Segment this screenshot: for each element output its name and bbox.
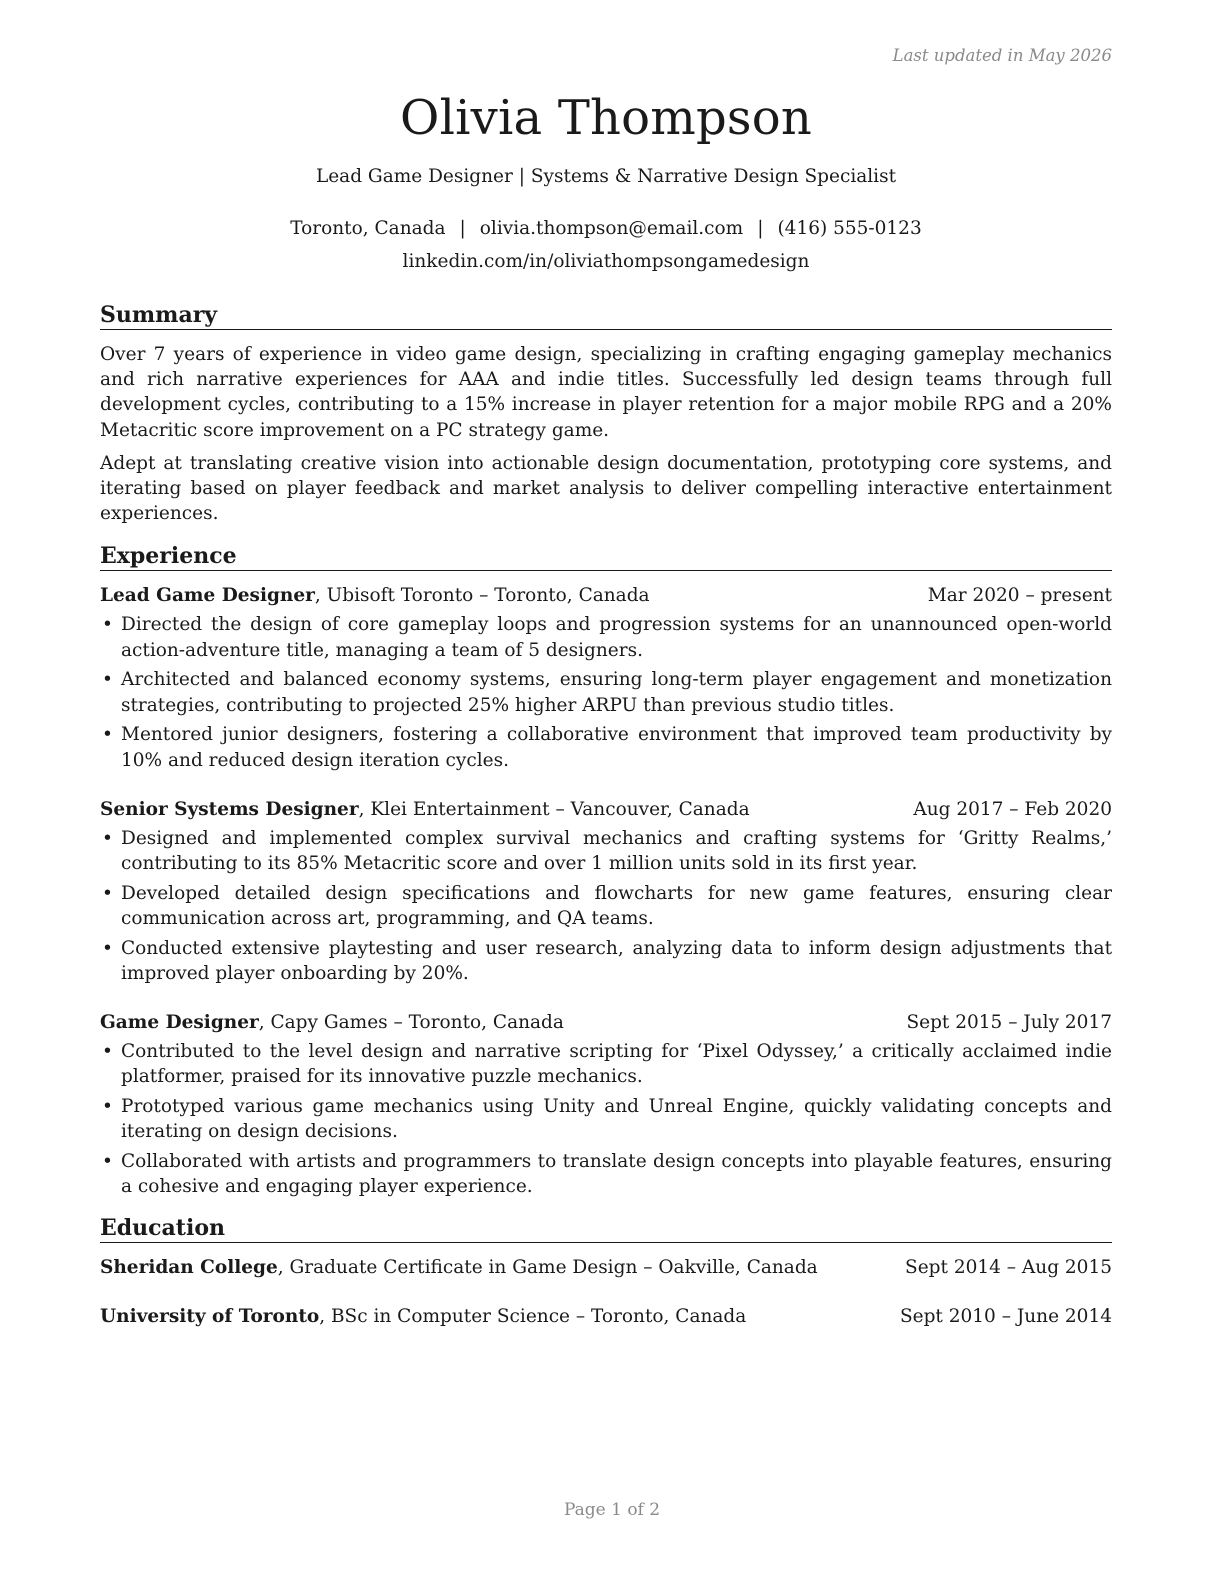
- experience-entry: [100, 1010, 1112, 1199]
- bullet-icon: •: [102, 882, 113, 904]
- bullet-item: [100, 936, 1112, 986]
- job-dates: Sept 2015 – July 2017: [906, 1012, 1112, 1034]
- contact-separator: |: [757, 218, 764, 239]
- section-title-experience: Experience: [100, 542, 1112, 571]
- page-footer: Page 1 of 2: [563, 1500, 661, 1520]
- job-org: , Klei Entertainment – Vancouver, Canada: [358, 798, 750, 820]
- section-title-education: Education: [100, 1214, 1112, 1243]
- email-link[interactable]: olivia.thompson@email.com: [479, 218, 744, 239]
- experience-section: [100, 542, 1112, 1199]
- entry-header: [100, 1010, 1112, 1036]
- entry-title: [100, 583, 650, 609]
- school-name: University of Toronto: [100, 1305, 320, 1327]
- bullet-text: Designed and implemented complex survival mechanics and crafting systems for ‘Gritty Realms,’ contributing to its 85% Metacritic score and over 1 million units sold in its first year.: [121, 827, 1112, 875]
- entry-header: [100, 583, 1112, 609]
- contact-line: [100, 216, 1112, 242]
- contact-separator: |: [459, 218, 466, 239]
- candidate-name: Olivia Thompson: [400, 90, 812, 146]
- education-entry: [100, 1304, 1112, 1330]
- last-updated-note: Last updated in May 2026: [892, 46, 1112, 65]
- linkedin-link[interactable]: linkedin.com/in/oliviathompsongamedesign: [402, 251, 810, 272]
- summary-paragraph: Over 7 years of experience in video game design, specializing in crafting engaging gameplay mechanics and rich narrative experiences for AAA and indie titles. Successfully led design teams through full development cycles, contributing to a 15% increase in player retention for a major mobile RPG and a 20% Metacritic score improvement on a PC strategy game.: [100, 344, 1112, 441]
- entry-title: [100, 1010, 564, 1036]
- bullet-icon: •: [102, 937, 113, 959]
- entry-title: [100, 1304, 746, 1330]
- bullet-icon: •: [102, 724, 113, 746]
- job-org: , Ubisoft Toronto – Toronto, Canada: [314, 585, 650, 607]
- entry-header: [100, 797, 1112, 823]
- degree-detail: , Graduate Certificate in Game Design – Oakville, Canada: [277, 1256, 818, 1278]
- bullet-text: Prototyped various game mechanics using Unity and Unreal Engine, quickly validating concepts and iterating on design decisions.: [121, 1096, 1112, 1143]
- job-role: Lead Game Designer: [100, 585, 315, 607]
- bullet-text: Developed detailed design specifications and flowcharts for new game features, ensuring clear communication across art, programming, and QA teams.: [121, 882, 1112, 930]
- bullet-item: [100, 1039, 1112, 1089]
- bullet-item: [100, 722, 1112, 772]
- bullet-icon: •: [102, 669, 113, 691]
- experience-entry: [100, 583, 1112, 772]
- bullet-icon: •: [102, 827, 113, 849]
- summary-section: [100, 301, 1112, 526]
- job-role: Senior Systems Designer: [100, 798, 359, 820]
- job-dates: Mar 2020 – present: [927, 585, 1112, 607]
- bullet-text: Directed the design of core gameplay loops and progression systems for an unannounced open-world action-adventure title, managing a team of 5 designers.: [121, 614, 1112, 661]
- linkedin-line: [100, 249, 1112, 275]
- job-org: , Capy Games – Toronto, Canada: [258, 1012, 564, 1034]
- bullet-text: Conducted extensive playtesting and user research, analyzing data to inform design adjustments that improved player onboarding by 20%.: [121, 937, 1112, 985]
- bullet-text: Contributed to the level design and narrative scripting for ‘Pixel Odyssey,’ a critically acclaimed indie platformer, praised for its innovative puzzle mechanics.: [121, 1041, 1112, 1088]
- experience-entry: [100, 797, 1112, 986]
- bullet-icon: •: [102, 614, 113, 636]
- education-dates: Sept 2014 – Aug 2015: [905, 1256, 1112, 1278]
- summary-paragraph: Adept at translating creative vision into actionable design documentation, prototyping core systems, and iterating based on player feedback and market analysis to deliver compelling interactive entertainment experiences.: [100, 452, 1112, 525]
- bullet-list: [100, 826, 1112, 986]
- bullet-icon: •: [102, 1151, 113, 1173]
- bullet-item: [100, 667, 1112, 717]
- bullet-text: Collaborated with artists and programmers to translate design concepts into playable features, ensuring a cohesive and engaging player experience.: [121, 1151, 1112, 1198]
- job-dates: Aug 2017 – Feb 2020: [913, 798, 1112, 820]
- location: Toronto, Canada: [290, 218, 446, 239]
- section-title-summary: Summary: [100, 301, 1112, 330]
- bullet-item: [100, 881, 1112, 931]
- bullet-icon: •: [102, 1096, 113, 1118]
- bullet-item: [100, 1094, 1112, 1144]
- bullet-text: Architected and balanced economy systems, ensuring long-term player engagement and monetization strategies, contributing to projected 25% higher ARPU than previous studio titles.: [121, 669, 1112, 716]
- bullet-item: [100, 612, 1112, 662]
- headline: Lead Game Designer | Systems & Narrative Design Specialist: [315, 166, 897, 187]
- degree-detail: , BSc in Computer Science – Toronto, Canada: [319, 1305, 747, 1327]
- bullet-list: [100, 1039, 1112, 1199]
- job-role: Game Designer: [100, 1012, 259, 1034]
- education-entry: [100, 1255, 1112, 1281]
- bullet-item: [100, 1149, 1112, 1199]
- bullet-icon: •: [102, 1041, 113, 1063]
- education-dates: Sept 2010 – June 2014: [899, 1305, 1112, 1327]
- education-section: [100, 1214, 1112, 1330]
- bullet-list: [100, 612, 1112, 772]
- bullet-item: [100, 826, 1112, 876]
- entry-title: [100, 797, 750, 823]
- school-name: Sheridan College: [100, 1256, 278, 1278]
- phone-number: (416) 555-0123: [777, 218, 922, 239]
- entry-title: [100, 1255, 818, 1281]
- bullet-text: Mentored junior designers, fostering a collaborative environment that improved team productivity by 10% and reduced design iteration cycles.: [121, 724, 1112, 771]
